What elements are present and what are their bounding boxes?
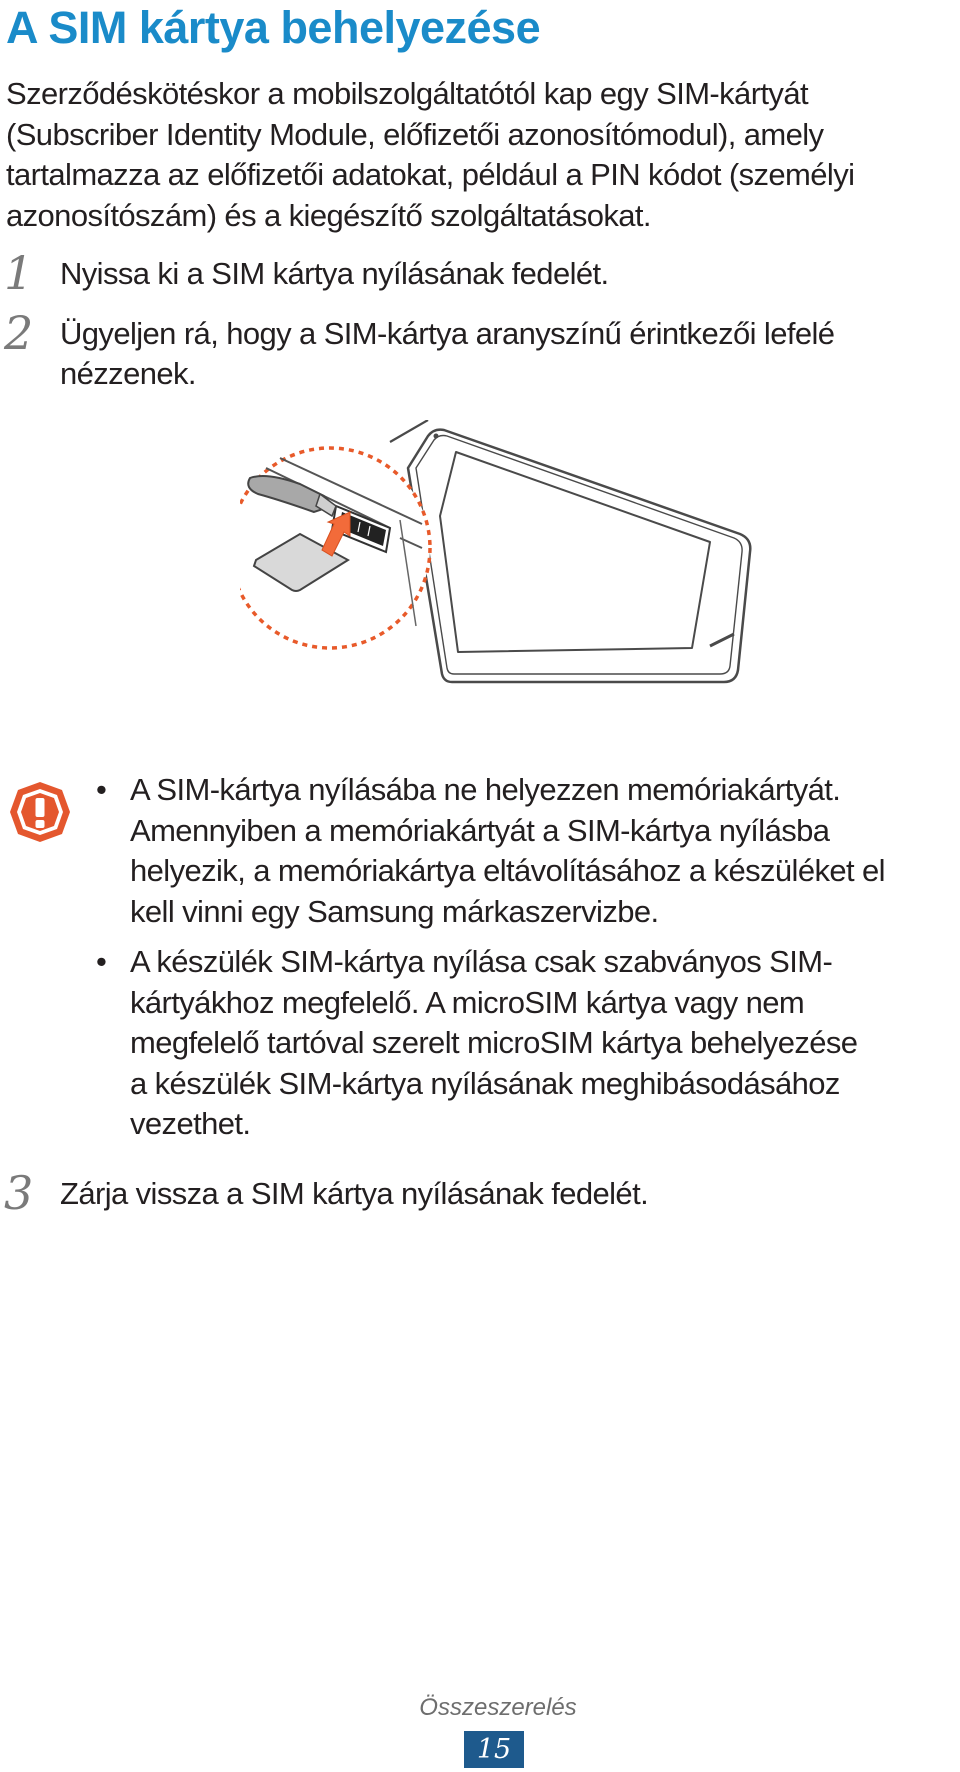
caution-notes xyxy=(88,770,958,1155)
sim-insertion-illustration xyxy=(240,420,760,725)
intro-line: Szerződéskötéskor a mobilszolgáltatótól kap egy SIM-kártyát xyxy=(6,76,808,111)
intro-line: (Subscriber Identity Module, előfizetői azonosítómodul), amely xyxy=(6,116,824,152)
step-line: nézzenek. xyxy=(60,356,196,391)
tablet-device xyxy=(390,420,750,682)
zoom-circle xyxy=(240,448,430,648)
step-text xyxy=(60,1174,648,1214)
caution-note xyxy=(88,770,958,932)
step-line: Zárja vissza a SIM kártya nyílásának fedelét. xyxy=(60,1176,649,1211)
note-line: helyezik, a memóriakártya eltávolításához a készüléket el xyxy=(130,853,885,888)
step-number: 1 xyxy=(4,246,34,300)
bullet: • xyxy=(96,772,107,807)
caution-icon xyxy=(6,778,74,846)
step-text xyxy=(60,314,834,394)
note-line: A készülék SIM-kártya nyílása csak szabványos SIM- xyxy=(130,944,833,979)
note-line: kártyákhoz megfelelő. A microSIM kártya vagy nem xyxy=(130,984,805,1020)
note-line: A SIM-kártya nyílásába ne helyezzen memóriakártyát. xyxy=(130,772,841,807)
front-camera xyxy=(434,434,439,439)
page-title: A SIM kártya behelyezése xyxy=(6,2,541,53)
note-line: Amennyiben a memóriakártyát a SIM-kártya nyílásba xyxy=(130,812,830,848)
note-line: vezethet. xyxy=(130,1106,251,1141)
note-line: kell vinni egy Samsung márkaszervizbe. xyxy=(130,893,659,929)
intro-line: tartalmazza az előfizetői adatokat, például a PIN kódot (személyi xyxy=(6,157,855,192)
note-line: a készülék SIM-kártya nyílásának meghibásodásához xyxy=(130,1065,840,1101)
step-number: 3 xyxy=(4,1166,34,1220)
bullet: • xyxy=(96,944,107,979)
step-line: Ügyeljen rá, hogy a SIM-kártya aranyszínű érintkezői lefelé xyxy=(60,316,835,351)
note-line: megfelelő tartóval szerelt microSIM kártya behelyezése xyxy=(130,1025,858,1060)
step-line: Nyissa ki a SIM kártya nyílásának fedelét. xyxy=(60,256,609,291)
speaker-grille xyxy=(390,420,428,442)
intro-line: azonosítószám) és a kiegészítő szolgáltatásokat. xyxy=(6,197,651,233)
caution-note xyxy=(88,942,958,1145)
step-text xyxy=(60,254,609,294)
footer-section-title: Összeszerelés xyxy=(419,1694,577,1721)
intro-paragraph xyxy=(6,74,946,236)
step-number: 2 xyxy=(4,306,34,360)
page-number: 15 xyxy=(464,1731,524,1768)
